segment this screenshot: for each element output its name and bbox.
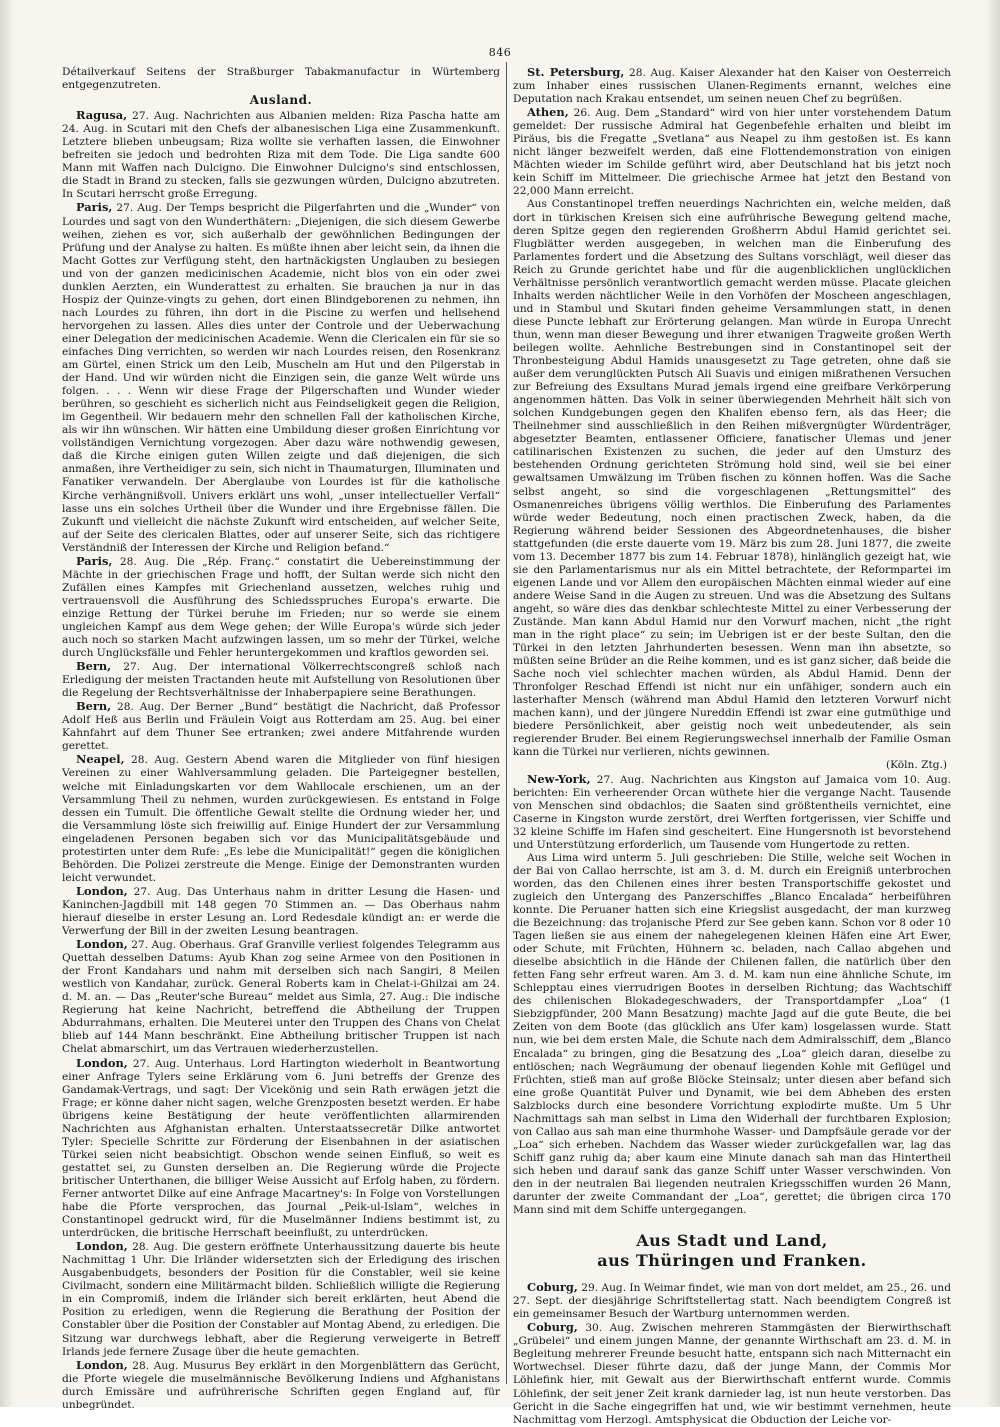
article-text: 28. Aug. Musurus Bey erklärt in den Morgenblättern das Gerücht, die Pforte wiegele die muselmännische Bevölkerung Indiens und Afghanistans durch Emissäre und aufrührerische Schriften gegen England auf, für unbegründet. [62,1359,500,1411]
article-paragraph [513,198,951,759]
article-dateline: New-York, [527,771,591,786]
left-column [62,66,501,1411]
article-dateline: Bern, [76,659,112,674]
article-dateline: Coburg, [527,1320,578,1335]
article-text: 30. Aug. Zwischen mehreren Stammgästen der Bierwirthschaft „Grübelei“ und einem jungen Manne, der genannte Wirthschaft am 23. d. M. in Begleitung mehrerer Freunde besucht hatte, entspann sich nach Mitternacht ein Wortwechsel. Dieser führte dazu, daß der junge Mann, der Commis Mor Löhlefink hier, mit Gewalt aus der Bierwirthschaft entfernt wurde. Commis Löhlefink, der seit jener Zeit krank darnieder lag, ist nun heute verstorben. Das Gericht in die Sache eingegriffen hat und, wie wir bestimmt vernehmen, heute Nachmittag vom Herzogl. Amtsphysicat die Obduction der Leiche vor- [513,1322,951,1426]
article-text: 27. Aug. Der international Völkerrechtscongreß schloß nach Erledigung der meisten Tractanden heute mit Aufstellung von Resolutionen über die Regelung der Rechtsverhältnisse der Inhaberpapiere seine Berathungen. [62,661,500,700]
article-dateline: London, [76,1055,128,1070]
section-heading-line1: Aus Stadt und Land, [636,1231,828,1251]
article-dateline: London, [76,883,128,898]
article-text: 28. Aug. Gestern Abend waren die Mitglieder von fünf hiesigen Vereinen zu einer Wahlversammlung geladen. Die Parteigegner bestellen, welche mit Einladungskarten vor dem Wahllocale erschienen, um an der Versammlung Theil zu nehmen, wurden zurückgewiesen. Es entstand in Folge dessen ein Tumult. Die öffentliche Gewalt stellte die Ordnung wieder her, und die Versammlung löste sich freiwillig auf. Einige Hundert der zur Versammlung eingeladenen Personen begaben sich vor das Municipalitätsgebäude und protestirten unter dem Rufe: „Es lebe die Municipalität!“ gegen die königlichen Behörden. Die Polizei zerstreute die Menge. Einige der Demonstranten wurden leicht verwundet. [62,754,500,884]
article-text: 28. Aug. Der Berner „Bund“ bestätigt die Nachricht, daß Professor Adolf Heß aus Berlin und Fräulein Voigt aus Rotterdam am 25. Aug. bei einer Kahnfahrt auf dem Thuner See ertranken; zwei andere Mitfahrende wurden gerettet. [62,701,500,753]
article-paragraph [62,1057,500,1241]
article-paragraph [62,660,500,700]
article-text: 26. Aug. Dem „Standard“ wird von hier unter vorstehendem Datum gemeldet: Der russische Admiral hat Gegenbefehle erhalten und bleibt im Piräus, bis die Fregatte „Svetlana“ aus Neapel zu ihm gestoßen ist. Es kann nicht länger bezweifelt werden, daß eine Flottendemonstration von einigen Mächten wieder im Schilde geführt wird, aber Deutschland hat bis jetzt noch kein Schiff im Mittelmeer. Die griechische Armee hat jetzt den Bestand von 22,000 Mann erreicht. [513,107,951,198]
article-paragraph [62,885,500,938]
article-paragraph [62,753,500,884]
article-text: 29. Aug. In Weimar findet, wie man von dort meldet, am 25., 26. und 27. Sept. der diesjährige Schriftstellertag statt. Nach beendigtem Congreß ist ein gemeinsamer Besuch der Wartburg unternommen werden. [513,1282,951,1321]
column-divider [506,62,507,1384]
article-dateline: Paris, [76,200,113,215]
article-paragraph [62,555,500,660]
article-text: 27. Aug. Der Temps bespricht die Pilgerfahrten und die „Wunder“ von Lourdes und sagt von den Wunderthätern: „Diejenigen, die sich diesem Gewerbe weihen, ziehen es vor, sich außerhalb der gewöhnlichen Bedingungen der Prüfung und der Analyse zu halten. Es müßte ihnen aber leicht sein, da ihnen die Macht Gottes zur Verfügung steht, den hartnäckigsten Unglauben zu besiegen und von der ganzen medicinischen Academie, nicht blos von ein oder zwei dunklen Aerzten, ein Wunderattest zu erhalten. Sie brauchen ja nur in das Hospiz der Quinze-vingts zu gehen, dort einen Blindgeborenen zu nehmen, ihn nach Lourdes zu führen, ihn dort in die Piscine zu werfen und hellsehend hervorgehen zu lassen. Alles dies unter der Controle und der Ueberwachung einer Delegation der medicinischen Academie. Wenn die Clericalen ein für sie so einfaches Ding verrichten, so werden wir nach Lourdes reisen, den Rosenkranz am Gürtel, einen Strick um den Leib, Muscheln am Hut und den Pilgerstab in der Hand. Und wir würden nicht die Einzigen sein, die ganze Welt würde uns folgen. . . . Wenn wir diese Frage der Pilgerschaften und Wunder wieder berühren, so geschieht es sicherlich nicht aus Feindseligkeit gegen die Religion, im Gegentheil. Wir bedauern mehr den schnellen Fall der katholischen Kirche, als wir ihn wünschen. Wir hätten eine Umbildung dieser großen Einrichtung vor vollständigen Vernichtung vorgezogen. Aber dazu wäre nothwendig gewesen, daß die Kirche einigen guten Willen zeigte und daß diejenigen, die sich anmaßen, ihre Vertheidiger zu sein, sich nicht in Thaumaturgen, Illuminaten und Fanatiker verwandeln. Der Aberglaube von Lourdes ist für die katholische Kirche verhängnißvoll. Univers erklärt uns wohl, „unser intellectueller Verfall“ lasse uns ein solches Urtheil über die Wunder und ihre Ergebnisse fällen. Die Zukunft und vielleicht die nächste Zukunft wird entscheiden, auf welcher Seite, auf der Seite des clericalen Blattes, oder auf unserer Seite, sich das richtigere Verständniß der Interessen der Kirche und Religion befand.“ [62,202,500,554]
article-paragraph [513,106,951,198]
section-heading-line2: aus Thüringen und Franken. [597,1251,867,1271]
article-paragraph [62,109,500,201]
article-paragraph [62,1359,500,1412]
article-dateline: Coburg, [527,1280,578,1295]
article-paragraph [62,938,500,1056]
article-text: 28. Aug. Die „Rép. Franç.“ constatirt die Uebereinstimmung der Mächte in der griechischen Frage und hofft, der Sultan werde sich nicht den Zufällen eines Kampfes mit Griechenland aussetzen, welches ruhig und vertrauensvoll die Ausführung des Schiedsspruches Europa's erwarte. Die einzige Rettung der Türkei beruhe im Frieden; nur so werde sie einem ungleichen Kampf aus dem Wege gehen; der Wille Europa's würde sich jeder auch noch so starken Macht aufzwingen lassen, um so mehr der Türkei, welche durch Unglücksfälle und Fehler heruntergekommen und kraftlos geworden sei. [62,555,500,660]
article-paragraph [513,66,951,106]
intro-paragraph: Détailverkauf Seitens der Straßburger Tabakmanufactur in Würtemberg entgegenzutreten. [62,66,500,92]
right-articles [513,66,951,1217]
article-paragraph [62,700,500,753]
article-text: 28. Aug. Kaiser Alexander hat den Kaiser von Oesterreich zum Inhaber eines russischen Ulanen-Regiments ernannt, welches eine Deputation nach Krakau entsendet, um seinen neuen Chef zu begrüßen. [513,67,951,106]
article-text: Aus Lima wird unterm 5. Juli geschrieben: Die Stille, welche seit Wochen in der Bai von Callao herrschte, ist am 3. d. M. durch ein Ereigniß unterbrochen worden, das den Chilenen eines ihrer besten Transportschiffe gekostet und zugleich den Untergang des Panzerschiffes „Blanco Encalada“ herbeiführen konnte. Die Peruaner hatten sich eine Kriegslist ausgedacht, der man kurzweg die Bezeichnung: das trojanische Pferd zur See geben kann. Schon vor 8 oder 10 Tagen ließen sie aus einem der nahegelegenen kleinen Häfen eine Art Ewer, oder Schute, mit Früchten, Hühnern ꝛc. beladen, nach Callao abgehen und dieselbe absichtlich in die Hände der Chilenen fallen, die natürlich über den fetten Fang sehr erfreut waren. Am 3. d. M. kam nun eine ähnliche Schute, im Schlepptau eines vierrudrigen Bootes in derselben Richtung; das Wachtschiff des chilenischen Blokadegeschwaders, der Transportdampfer „Loa“ (1 Siebzigpfünder, 200 Mann Besatzung) machte Jagd auf die gute Beute, die bei Zeiten von dem Boote (das glücklich ans Ufer kam) losgelassen wurde. Statt nun, wie bei dem ersten Male, die Schute nach dem Admiralsschiff, dem „Blanco Encalada“ zu bringen, ging die Besatzung des „Loa“ gleich daran, dieselbe zu entlöschen; nach Wegräumung der obenauf liegenden Kohle mit Geflügel und Früchten, stieß man auf große Blöcke Steinsalz; unter diesen aber befand sich eine große Quantität Pulver und Dynamit, wie bei dem Abheben des ersten Salzblocks durch eine besondere Vorrichtung explodirte mußte. Um 5 Uhr Nachmittags sah man selbst in Lima den Widerhall der furchtbaren Explosion; von Callao aus sah man eine thurmhohe Wasser- und Dampfsäule gerade vor der „Loa“ sich erheben. Nachdem das Wasser wieder zurückgefallen war, lag das Schiff ganz ruhig da; aber kaum eine Minute danach sah man das Hintertheil sich heben und darauf sank das ganze Schiff unter Wasser verschwinden. Von den in der neutralen Bai liegenden neutralen Kriegsschiffen wurden 26 Mann, darunter der zweite Commandant der „Loa“, gerettet; die übrigen circa 170 Mann sind mit dem Schiffe untergegangen. [513,851,951,1217]
article-paragraph [513,1281,951,1321]
right-column [513,65,951,1426]
page-edge-left [0,0,14,1407]
local-articles [513,1281,951,1427]
article-paragraph [62,201,500,554]
article-text: 27. Aug. Das Unterhaus nahm in dritter Lesung die Hasen- und Kaninchen-Jagdbill mit 148 gegen 70 Stimmen an. — Das Oberhaus nahm hierauf dieselbe in erster Lesung an. Lord Redesdale kündigt an: er werde die Verwerfung der Bill in der zweiten Lesung beantragen. [62,885,500,938]
article-text: 27. Aug. Nachrichten aus Kingston auf Jamaica vom 10. Aug. berichten: Ein verheerender Orcan wüthete hier die vergange Nacht. Tausende von Menschen sind obdachlos; die Saaten sind größtentheils vernichtet, eine Caserne in Kingston wurde zerstört, drei Werften fortgerissen, vier Schiffe und 32 kleine Schiffe im Hafen sind gescheitert. Eine Hungersnoth ist bevorstehend und Unterstützung erforderlich, um Tausende vom Hungertode zu retten. [513,773,951,851]
article-dateline: St. Petersburg, [527,65,625,79]
heading-ausland: Ausland. [249,93,313,108]
article-dateline: London, [76,1357,128,1372]
article-text: 27. Aug. Unterhaus. Lord Hartington wiederholt in Beantwortung einer Anfrage Tylers seine Erklärung vom 6. Juni betreffs der Grenze des Gandamak-Vertrags, und sagt: Der Vicekönig und sein Rath erwägen jetzt die Frage; er könne daher nicht sagen, welche Grenzposten besetzt werden. Er habe übrigens keine Bestätigung der heute veröffentlichten allarmirenden Nachrichten aus Afghanistan erhalten. Unterstaatssecretär Dilke antwortet Tyler: Specielle Schritte zur Förderung der Eisenbahnen in der asiatischen Türkei seien nicht beabsichtigt. Obschon wende seinen Einfluß, so weit es gestattet sei, zu Gunsten derselben an. Die Regierung würde die Projecte britischer Unterthanen, die billiger Weise Aussicht auf Erfolg haben, zu fördern. Ferner antwortet Dilke auf eine Anfrage Macartney's: In Folge von Vorstellungen habe die Pforte versprochen, das Journal „Peik-ul-Islam“, welches in Constantinopel gedruckt wird, für die Muselmänner Indiens bestimmt ist, zu unterdrücken, die britische Herrschaft beeinflußt, zu unterdrücken. [62,1057,500,1240]
article-paragraph [513,773,951,852]
article-dateline: Paris, [76,553,113,568]
article-paragraph [513,1321,951,1426]
article-text: 27. Aug. Nachrichten aus Albanien melden: Riza Pascha hatte am 24. Aug. in Scutari mit den Chefs der albanesischen Liga eine Zusammenkunft. Letztere blieben unbeugsam; Riza wollte sie verhaften lassen, die Einwohner befreiten sie jedoch und bedrohten Riza mit dem Tode. Die Liga sandte 600 Mann mit Waffen nach Dulcigno. Die Einwohner Dulcigno's sind entschlossen, die Stadt in Brand zu stecken, falls sie gezwungen würden, Dulcigno abzutreten. In Scutari herrscht große Erregung. [62,110,501,201]
article-text: Aus Constantinopel treffen neuerdings Nachrichten ein, welche melden, daß dort in türkischen Kreisen sich eine aufrührische Bewegung geltend mache, deren Spitze gegen den regierenden Großherrn Abdul Hamid gerichtet sei. Flugblätter werden ausgegeben, in welchen man die Einberufung des Parlamentes fordert und die Absetzung des Sultans vorschlägt, weil dieser das Reich zu Grunde gerichtet habe und für die augenblicklichen unglücklichen Verhältnisse persönlich verantwortlich gemacht werden müsse. Placate gleichen Inhalts werden nächtlicher Weile in den Vorhöfen der Moscheen angeschlagen, und in Stambul und Skutari finden geheime Versammlungen statt, in denen diese Puncte lebhaft zur Erörterung gelangen. Man würde in Europa Unrecht thun, wenn man dieser Bewegung und ihrer etwanigen Tragweite großen Werth beilegen wollte. Aehnliche Bestrebungen sind in Constantinopel seit der Thronbesteigung Abdul Hamids unausgesetzt zu Tage getreten, ohne daß sie außer dem verunglückten Putsch Ali Suavis und einigen mißrathenen Versuchen zur Befreiung des Exsultans Murad jemals irgend eine greifbare Verkörperung angenommen hätten. Das Volk in seiner überwiegenden Mehrheit hält sich von solchen Kundgebungen gegen den Khalifen ebenso fern, als das Heer; die Theilnehmer sind ausschließlich in den Reihen mißvergnügter Würdenträger, abgesetzter Beamten, entlassener Officiere, fanatischer Ulemas und jener catilinarischen Existenzen zu suchen, die jeder auf den Umsturz des bestehenden Ordnung gerichteten Strömung hold sind, weil sie bei einer gewaltsamen Umwälzung im Trüben fischen zu können hoffen. Was die Sache selbst angeht, so sind die vorgeschlagenen „Rettungsmittel“ des Osmanenreiches übrigens völlig werthlos. Die Einberufung des Parlamentes würde weder Bedeutung, noch einen practischen Zweck, haben, da die Regierung während beider Sessionen des Abgeordnetenhauses, die bisher stattgefunden (die erste dauerte vom 19. März bis zum 28. Juni 1877, die zweite vom 13. December 1877 bis zum 14. Februar 1878), hinlänglich gezeigt hat, wie sie den Parlamentarismus nur als ein Mittel betrachtete, der Reformpartei im eigenen Lande und vor Allem den europäischen Mächten einmal wieder auf eine andere Weise Sand in die Augen zu streuen. Und was die Absetzung des Sultans angeht, so wäre dies das denkbar schlechteste Mittel zu einer Verbesserung der Zustände. Man kann Abdul Hamid nur den Vorwurf machen, nicht „the right man in the right place“ zu sein; im Uebrigen ist er der beste Sultan, den die Türkei in den letzten Jahrhunderten besessen. Wenn man ihn absetzte, so müßten seine Brüder an die Reihe kommen, und es ist ganz sicher, daß beide die Sache noch viel schlechter machen würden, als Abdul Hamid. Denn der Thronfolger Reschad Effendi ist nicht nur ein unfähiger, sondern auch ein lasterhafter Mensch (während man Abdul Hamid den letzteren Vorwurf nicht machen kann), und der jüngere Nureddin Effendi ist zwar eine gutmüthige und biedere Persönlichkeit, aber geistig noch weit unbedeutender, als sein regierender Bruder. Bei einem Regierungswechsel innerhalb der Familie Osman kann die Türkei nur verlieren, nichts gewinnen. [513,198,951,759]
page-number: 846 [488,46,512,59]
article-dateline: Ragusa, [76,108,128,123]
article-paragraph [62,1240,500,1358]
page-edge-right [986,0,1000,1407]
left-articles [62,109,500,1412]
article-text: 28. Aug. Die gestern eröffnete Unterhaussitzung dauerte bis heute Nachmittag 1 Uhr. Die Irländer widersetzten sich der Erledigung des irischen Ausgabenbudgets, besonders der Position für die Constabler, weil sie keine Civilmacht, sondern eine Militärmacht bilden. Schließlich willigte die Regierung in ein Compromiß, indem die Irländer sich bereit erklärten, heut Abend die Position zu erledigen, wenn die Regierung die Berathung der Position der Constabler über die Position der Constabler auf Montag Abend, zu erledigen. Die Sitzung war durchwegs lebhaft, aber die Regierung verweigerte in Betreff Irlands jede fernere Zusage über die heute gemachten. [62,1241,501,1358]
article-dateline: London, [76,1239,128,1254]
article-dateline: Athen, [527,105,569,120]
article-dateline: London, [76,937,128,952]
article-paragraph [513,852,951,1217]
article-dateline: Bern, [76,699,112,714]
article-text: 27. Aug. Oberhaus. Graf Granville verliest folgendes Telegramm aus Quettah desselben Datums: Ayub Khan zog seine Armee von den Positionen in der Front Kandahars und nahm mit derselben sich nach Sangiri, 8 Meilen westlich von Kandahar, zurück. General Roberts kam in Chelat-i-Ghilzai am 24. d. M. an. — Das „Reuter'sche Bureau“ meldet aus Simla, 27. Aug.: Die indische Regierung hat keine Nachricht, betreffend die Abtheilung der Truppen Abdurrahmans, erhalten. Die Meuterei unter den Truppen des Chans von Chelat blieb auf 144 Mann beschränkt. Eine Abtheilung britischer Truppen ist nach Chelat abmarschirt, um das Vertrauen wiederherzustellen. [62,939,500,1056]
article-dateline: Neapel, [76,752,125,767]
article-text: (Köln. Ztg.) [886,759,947,772]
